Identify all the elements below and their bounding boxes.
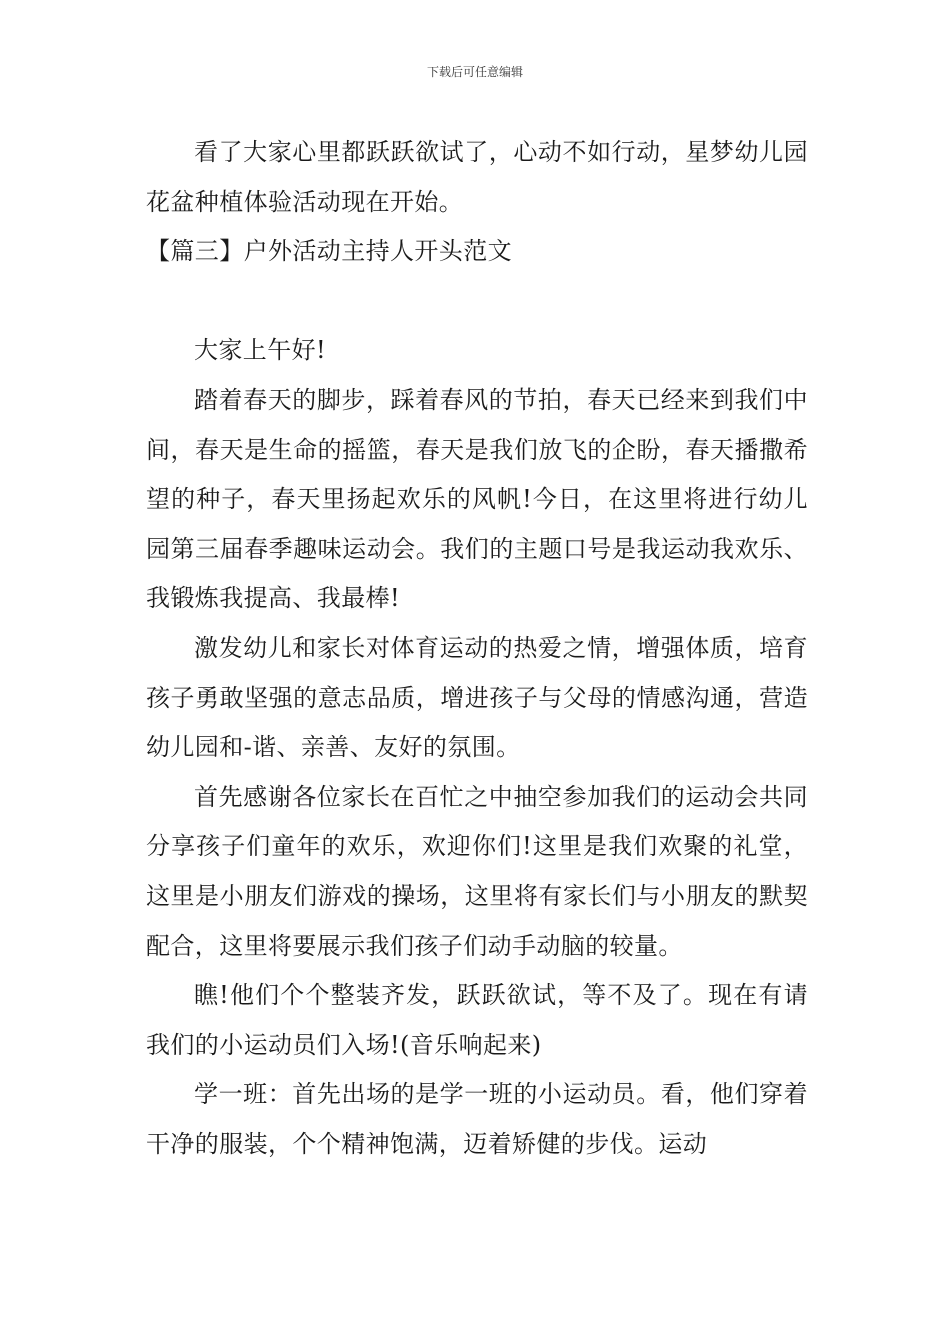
paragraph-greeting: 大家上午好! — [194, 336, 327, 365]
paragraph-thanks: 首先感谢各位家长在百忙之中抽空参加我们的运动会共同分享孩子们童年的欢乐，欢迎你们!这里是我们欢聚的礼堂，这里是小朋友们游戏的操场，这里将有家长们与小朋友的默契配合，这里将要展示我们孩子们动手动脑的较量。 — [146, 782, 808, 960]
section-heading: 【篇三】户外活动主持人开头范文 — [146, 237, 512, 266]
paragraph-spring: 踏着春天的脚步，踩着春风的节拍，春天已经来到我们中间，春天是生命的摇篮，春天是我们放飞的企盼，春天播撒希望的种子，春天里扬起欢乐的风帆!今日，在这里将进行幼儿园第三届春季趣味运动会。我们的主题口号是我运动我欢乐、我锻炼我提高、我最棒! — [146, 385, 808, 613]
page-header-note: 下载后可任意编辑 — [426, 65, 523, 79]
blank-line — [146, 277, 808, 327]
document-body — [146, 128, 808, 1169]
paragraph-entrance: 瞧!他们个个整装齐发，跃跃欲试，等不及了。现在有请我们的小运动员们入场!(音乐响起来) — [146, 981, 808, 1059]
intro-paragraph: 看了大家心里都跃跃欲试了，心动不如行动，星梦幼儿园花盆种植体验活动现在开始。 — [146, 138, 808, 216]
paragraph-purpose: 激发幼儿和家长对体育运动的热爱之情，增强体质，培育孩子勇敢坚强的意志品质，增进孩子与父母的情感沟通，营造幼儿园和-谐、亲善、友好的氛围。 — [146, 633, 808, 762]
paragraph-class-one: 学一班：首先出场的是学一班的小运动员。看，他们穿着干净的服装，个个精神饱满，迈着矫健的步伐。运动 — [146, 1080, 808, 1158]
